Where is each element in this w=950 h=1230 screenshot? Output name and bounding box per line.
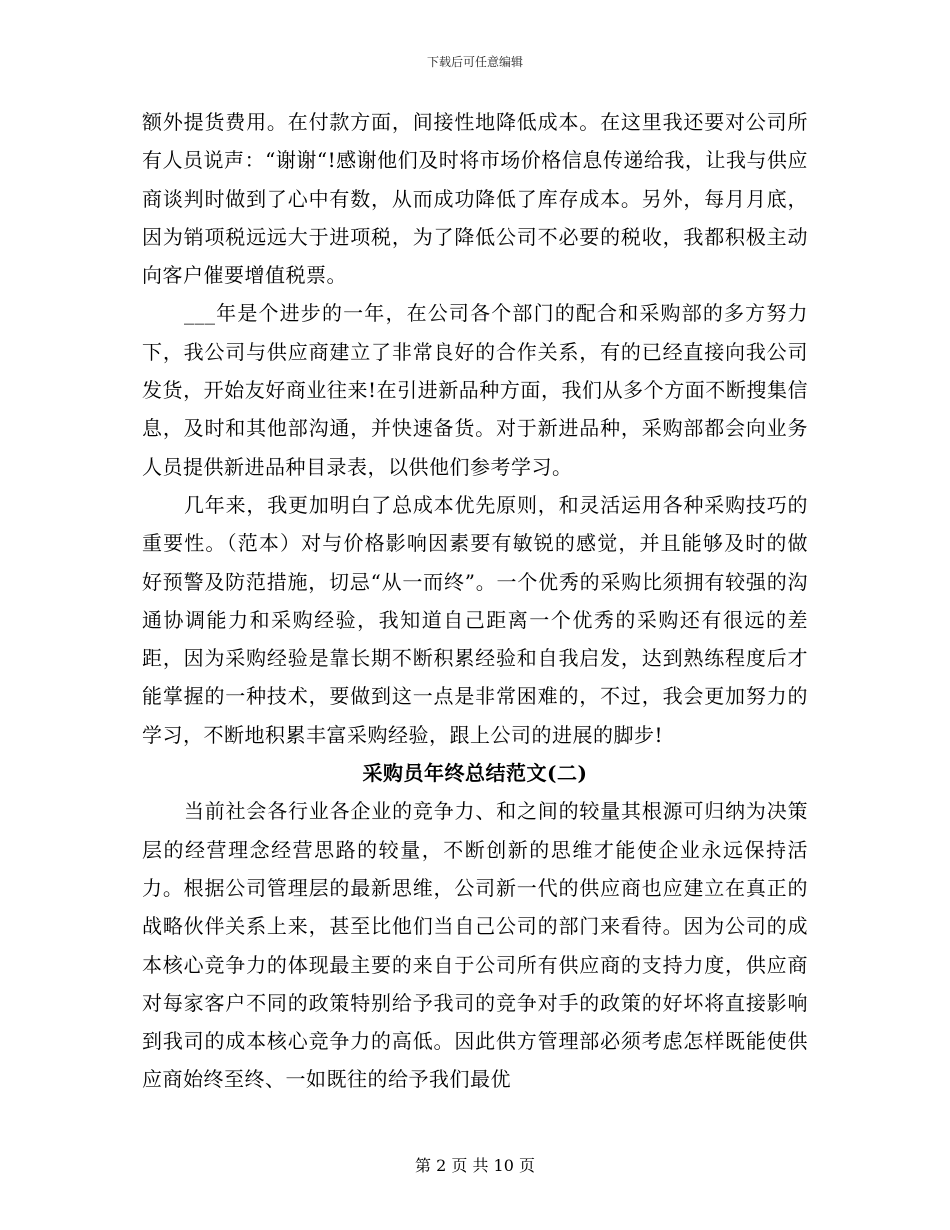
paragraph-section-two: 当前社会各行业各企业的竞争力、和之间的较量其根源可归纳为决策层的经营理念经营思路的较量，不断创新的思维才能使企业永远保持活力。根据公司管理层的最新思维，公司新一代的供应商也应建立在真正的战略伙伴关系上来，甚至比他们当自己公司的部门来看待。因为公司的成本核心竞争力的体现最主要的来自于公司所有供应商的支持力度，供应商对每家客户不同的政策特别给予我司的竞争对手的政策的好坏将直接影响到我司的成本核心竞争力的高低。因此供方管理部必须考虑怎样既能使供应商始终至终、一如既往的给予我们最优 [142, 799, 808, 1092]
page-header: 下载后可任意编辑 [426, 55, 523, 69]
document-body [142, 103, 808, 1099]
section-title: 采购员年终总结范文(二) [362, 761, 588, 786]
paragraph-continuation: 额外提货费用。在付款方面，间接性地降低成本。在这里我还要对公司所有人员说声：“谢谢“!感谢他们及时将市场价格信息传递给我，让我与供应商谈判时做到了心中有数，从而成功降低了库存成本。另外，每月月底，因为销项税远远大于进项税，为了降低公司不必要的税收，我都积极主动向客户催要增值税票。 [142, 110, 808, 288]
paragraph-experience: 几年来，我更加明白了总成本优先原则，和灵活运用各种采购技巧的重要性。（范本）对与价格影响因素要有敏锐的感觉，并且能够及时的做好预警及防范措施，切忌“从一而终”。一个优秀的采购比须拥有较强的沟通协调能力和采购经验，我知道自己距离一个优秀的采购还有很远的差距，因为采购经验是靠长期不断积累经验和自我启发，达到熟练程度后才能掌握的一种技术，要做到这一点是非常困难的，不过，我会更加努力的学习，不断地积累丰富采购经验，跟上公司的进展的脚步! [142, 492, 808, 747]
paragraph-progress-year: ___年是个进步的一年，在公司各个部门的配合和采购部的多方努力下，我公司与供应商建立了非常良好的合作关系，有的已经直接向我公司发货，开始友好商业往来!在引进新品种方面，我们从多个方面不断搜集信息，及时和其他部沟通，并快速备货。对于新进品种，采购部都会向业务人员提供新进品种目录表，以供他们参考学习。 [142, 301, 808, 479]
page-number-footer: 第 2 页 共 10 页 [415, 1156, 535, 1175]
